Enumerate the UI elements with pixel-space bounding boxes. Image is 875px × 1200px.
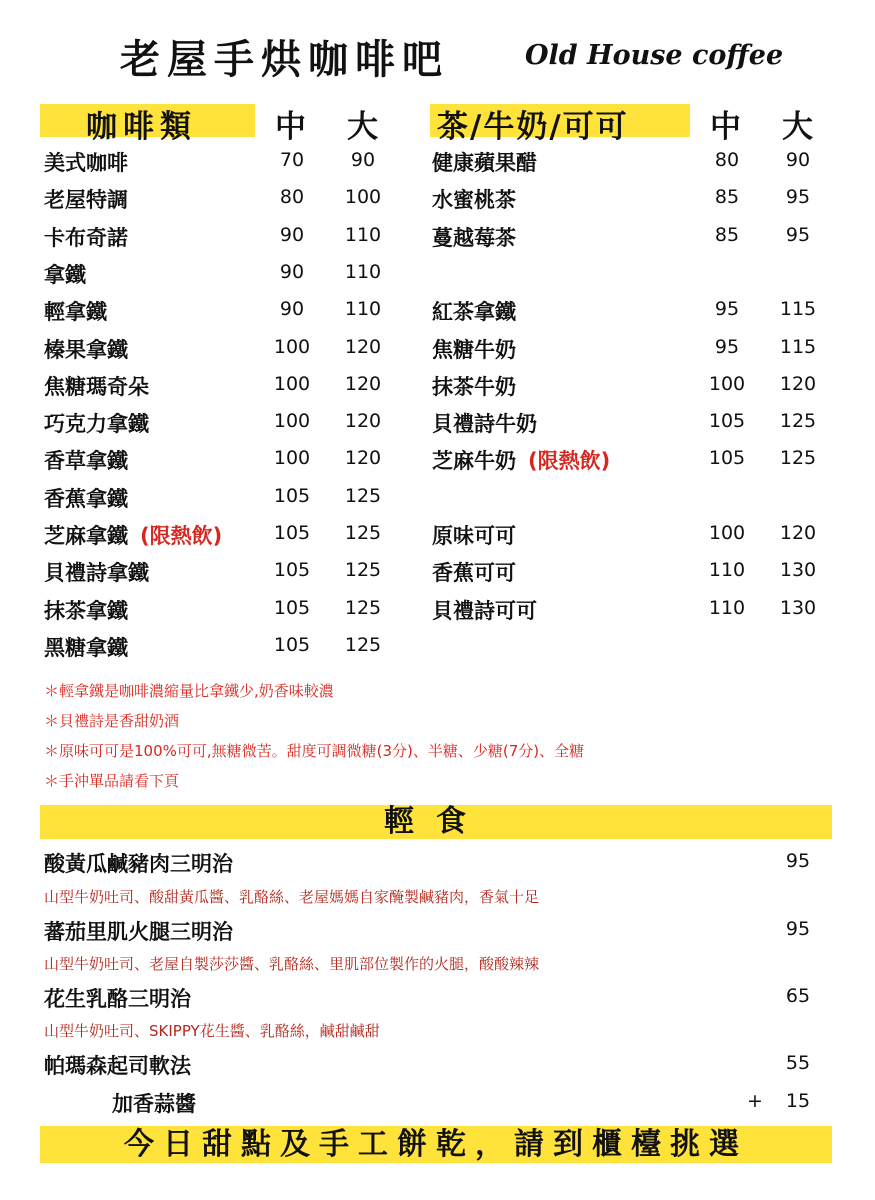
note-line: ＊輕拿鐵是咖啡濃縮量比拿鐵少,奶香味較濃: [44, 682, 334, 700]
hot-only-note: (限熱飲): [140, 524, 223, 548]
price-medium: 85: [714, 186, 740, 208]
price-large: 90: [350, 149, 376, 171]
price-large: 125: [344, 634, 382, 656]
menu-item-label: 原味可可: [432, 524, 516, 548]
food-price: 95: [785, 918, 811, 940]
menu-item-label: 香草拿鐵: [44, 449, 128, 473]
price-large: 110: [344, 298, 382, 320]
price-medium: 85: [714, 224, 740, 246]
menu-item-label: 蔓越莓茶: [432, 226, 516, 250]
menu-item-name: [432, 334, 516, 364]
menu-item-label: 香蕉拿鐵: [44, 487, 128, 511]
food-name: 花生乳酪三明治: [44, 987, 191, 1011]
tea-col-large: 大: [782, 109, 813, 145]
menu-item-name: [44, 147, 128, 177]
food-desc: 山型牛奶吐司、酸甜黃瓜醬、乳酪絲、老屋媽媽自家醃製鹹豬肉，香氣十足: [44, 888, 540, 906]
price-large: 95: [785, 224, 811, 246]
menu-item-name: [432, 371, 516, 401]
price-large: 120: [344, 410, 382, 432]
price-medium: 70: [279, 149, 305, 171]
price-large: 95: [785, 186, 811, 208]
menu-item-name: [44, 595, 128, 625]
food-price: 55: [785, 1052, 811, 1074]
price-medium: 100: [273, 447, 311, 469]
menu-item-label: 黑糖拿鐵: [44, 636, 128, 660]
menu-item-label: 抹茶牛奶: [432, 375, 516, 399]
menu-item-name: [432, 445, 610, 475]
price-medium: 95: [714, 298, 740, 320]
menu-item-name: [44, 408, 149, 438]
price-medium: 100: [273, 373, 311, 395]
note-line: ＊貝禮詩是香甜奶酒: [44, 712, 180, 730]
menu-item-name: [44, 520, 222, 550]
menu-item-label: 美式咖啡: [44, 151, 128, 175]
price-large: 100: [344, 186, 382, 208]
addon-price: 15: [785, 1090, 811, 1112]
food-name: 帕瑪森起司軟法: [44, 1054, 191, 1078]
menu-item-label: 拿鐵: [44, 263, 86, 287]
page-title-en: Old House coffee: [525, 40, 784, 71]
price-medium: 80: [279, 186, 305, 208]
menu-item-name: [432, 296, 516, 326]
coffee-heading: 咖啡類: [86, 109, 197, 145]
note-line: ＊手沖單品請看下頁: [44, 772, 180, 790]
price-large: 110: [344, 224, 382, 246]
menu-item-label: 卡布奇諾: [44, 226, 128, 250]
price-medium: 90: [279, 261, 305, 283]
menu-item-label: 老屋特調: [44, 188, 128, 212]
price-medium: 90: [279, 224, 305, 246]
price-medium: 100: [708, 522, 746, 544]
price-large: 115: [779, 298, 817, 320]
menu-item-name: [44, 632, 128, 662]
price-large: 125: [344, 559, 382, 581]
food-name: 酸黃瓜鹹豬肉三明治: [44, 852, 233, 876]
price-medium: 110: [708, 559, 746, 581]
price-large: 120: [344, 373, 382, 395]
menu-item-name: [432, 222, 516, 252]
food-price: 65: [785, 985, 811, 1007]
hot-only-note: (限熱飲): [528, 449, 611, 473]
price-large: 125: [344, 597, 382, 619]
menu-item-label: 抹茶拿鐵: [44, 599, 128, 623]
menu-item-name: [432, 520, 516, 550]
menu-item-label: 榛果拿鐵: [44, 338, 128, 362]
price-large: 125: [779, 410, 817, 432]
menu-item-label: 水蜜桃茶: [432, 188, 516, 212]
menu-item-name: [44, 445, 128, 475]
price-medium: 105: [708, 410, 746, 432]
price-large: 120: [344, 336, 382, 358]
menu-item-name: [44, 259, 86, 289]
menu-item-name: [44, 184, 128, 214]
menu-item-name: [44, 371, 149, 401]
addon-name: 加香蒜醬: [112, 1092, 196, 1116]
coffee-col-medium: 中: [275, 109, 306, 145]
price-medium: 105: [273, 485, 311, 507]
menu-item-label: 巧克力拿鐵: [44, 412, 149, 436]
menu-item-name: [44, 483, 128, 513]
price-large: 115: [779, 336, 817, 358]
price-medium: 80: [714, 149, 740, 171]
menu-item-label: 芝麻拿鐵: [44, 524, 128, 548]
menu-item-name: [44, 334, 128, 364]
price-large: 90: [785, 149, 811, 171]
menu-item-label: 健康蘋果醋: [432, 151, 537, 175]
price-medium: 90: [279, 298, 305, 320]
price-large: 110: [344, 261, 382, 283]
price-large: 120: [344, 447, 382, 469]
menu-item-label: 紅茶拿鐵: [432, 300, 516, 324]
food-name: 蕃茄里肌火腿三明治: [44, 920, 233, 944]
price-medium: 105: [708, 447, 746, 469]
food-price: 95: [785, 850, 811, 872]
price-medium: 105: [273, 597, 311, 619]
menu-item-label: 輕拿鐵: [44, 300, 107, 324]
price-medium: 95: [714, 336, 740, 358]
menu-item-label: 貝禮詩可可: [432, 599, 537, 623]
menu-item-name: [432, 595, 537, 625]
price-large: 120: [779, 373, 817, 395]
menu-item-name: [432, 147, 537, 177]
menu-item-name: [432, 557, 516, 587]
food-desc: 山型牛奶吐司、SKIPPY花生醬、乳酪絲，鹹甜鹹甜: [44, 1022, 380, 1040]
light-food-heading: 輕食: [40, 805, 832, 839]
price-medium: 105: [273, 634, 311, 656]
menu-item-label: 芝麻牛奶: [432, 449, 516, 473]
coffee-col-large: 大: [347, 109, 378, 145]
tea-heading: 茶/牛奶/可可: [437, 109, 629, 145]
price-medium: 100: [273, 410, 311, 432]
menu-item-label: 香蕉可可: [432, 561, 516, 585]
menu-item-name: [432, 408, 537, 438]
price-medium: 100: [708, 373, 746, 395]
menu-item-label: 焦糖瑪奇朵: [44, 375, 149, 399]
price-large: 130: [779, 559, 817, 581]
price-medium: 105: [273, 522, 311, 544]
page-title: 老屋手烘咖啡吧: [120, 37, 449, 83]
price-large: 125: [344, 485, 382, 507]
price-large: 120: [779, 522, 817, 544]
menu-item-name: [44, 222, 128, 252]
dessert-banner: 今日甜點及手工餅乾，請到櫃檯挑選: [40, 1126, 832, 1163]
price-large: 130: [779, 597, 817, 619]
menu-item-name: [44, 557, 149, 587]
menu-item-label: 貝禮詩拿鐵: [44, 561, 149, 585]
food-desc: 山型牛奶吐司、老屋自製莎莎醬、乳酪絲、里肌部位製作的火腿，酸酸辣辣: [44, 955, 540, 973]
tea-col-medium: 中: [710, 109, 741, 145]
menu-item-label: 貝禮詩牛奶: [432, 412, 537, 436]
price-medium: 105: [273, 559, 311, 581]
price-large: 125: [779, 447, 817, 469]
price-large: 125: [344, 522, 382, 544]
menu-item-label: 焦糖牛奶: [432, 338, 516, 362]
addon-plus: +: [747, 1090, 763, 1112]
menu-item-name: [432, 184, 516, 214]
note-line: ＊原味可可是100%可可,無糖微苦。甜度可調微糖(3分)、半糖、少糖(7分)、全糖: [44, 742, 585, 760]
menu-item-name: [44, 296, 107, 326]
price-medium: 110: [708, 597, 746, 619]
price-medium: 100: [273, 336, 311, 358]
